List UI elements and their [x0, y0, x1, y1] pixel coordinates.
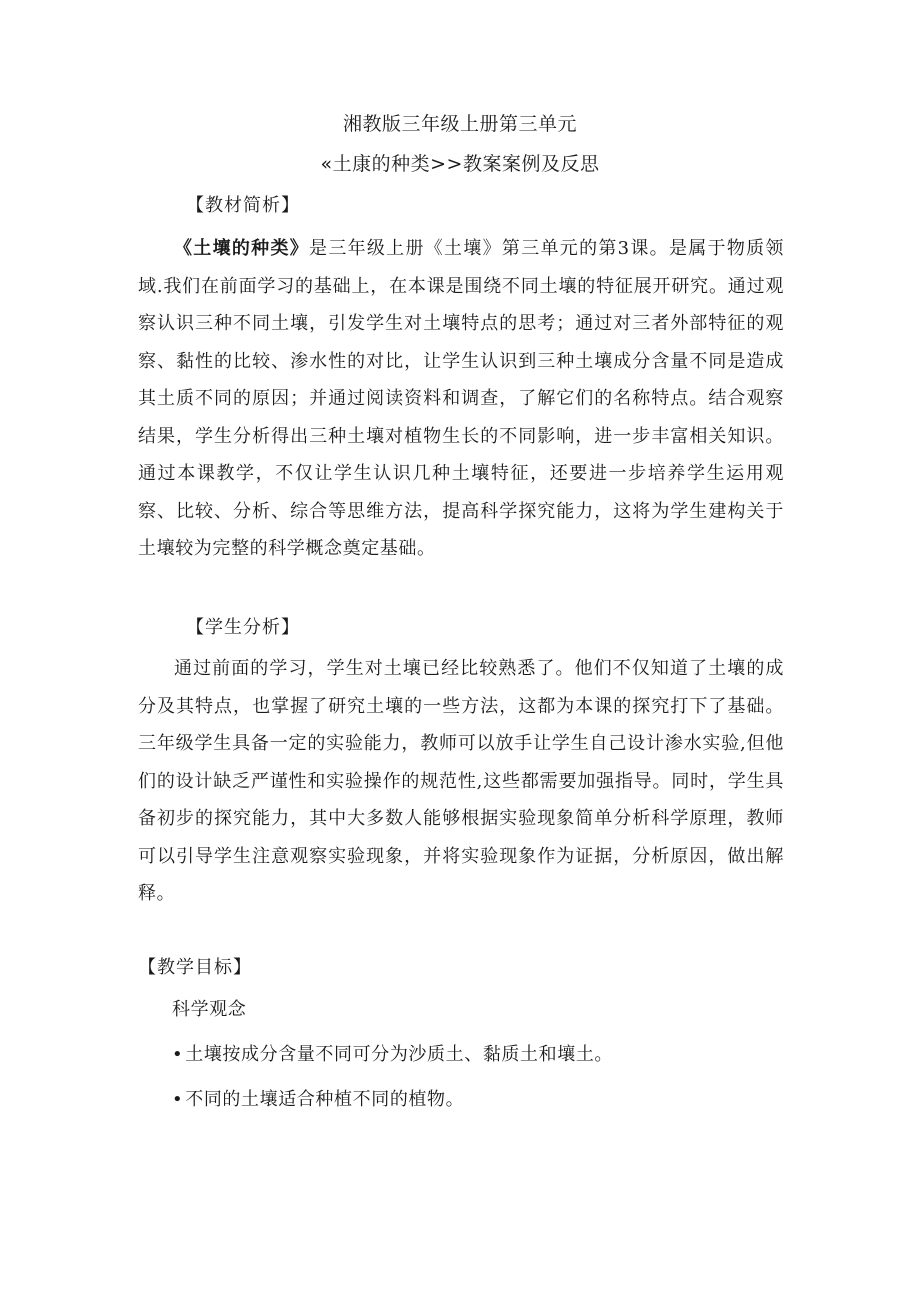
goal-bullet	[172, 1043, 613, 1067]
bullet-dot-icon: •	[172, 1089, 184, 1110]
paragraph-materials-lead: 《土壤的种类》	[174, 238, 310, 259]
document-title: 湘教版三年级上册第三单元	[342, 113, 577, 135]
section-heading-materials: 【教材简析】	[186, 195, 300, 216]
document-subtitle: «土康的种类>>教案案例及反思	[320, 153, 600, 175]
paragraph-materials-body: 是三年级上册《土壤》第三单元的第3课。是属于物质领域.我们在前面学习的基础上，在本课是围绕不同土壤的特征展开研究。通过观察认识三种不同土壤，引发学生对土壤特点的思考；通过对三者外部特征的观察、黏性的比较、渗水性的对比，让学生认识到三种土壤成分含量不同是造成其土质不同的原因；并通过阅读资料和调查，了解它们的名称特点。结合观察结果，学生分析得出三种土壤对植物生长的不同影响，进一步丰富相关知识。通过本课教学，不仅让学生认识几种土壤特征，还要进一步培养学生运用观察、比较、分析、综合等思维方法，提高科学探究能力，这将为学生建构关于土壤较为完整的科学概念奠定基础。	[138, 238, 785, 559]
paragraph-students: 通过前面的学习，学生对土壤已经比较熟悉了。他们不仅知道了土壤的成分及其特点，也掌握了研究土壤的一些方法，这都为本课的探究打下了基础。三年级学生具备一定的实验能力，教师可以放手让学生自己设计渗水实验,但他们的设计缺乏严谨性和实验操作的规范性,这些都需要加强指导。同时，学生具备初步的探究能力，其中大多数人能够根据实验现象简单分析科学原理，教师可以引导学生注意观察实验现象，并将实验现象作为证据，分析原因，做出解释。	[138, 658, 784, 904]
bullet-dot-icon: •	[172, 1044, 184, 1065]
goal-bullet-text: 不同的土壤适合种植不同的植物。	[185, 1089, 465, 1110]
goals-subheading: 科学观念	[172, 999, 247, 1020]
goal-bullet	[172, 1088, 464, 1112]
paragraph-materials	[138, 230, 784, 568]
section-heading-students: 【学生分析】	[186, 617, 300, 638]
section-heading-goals: 【教学目标】	[138, 957, 252, 978]
goal-bullet-text: 土壤按成分含量不同可分为沙质土、黏质土和壤土。	[185, 1044, 614, 1065]
